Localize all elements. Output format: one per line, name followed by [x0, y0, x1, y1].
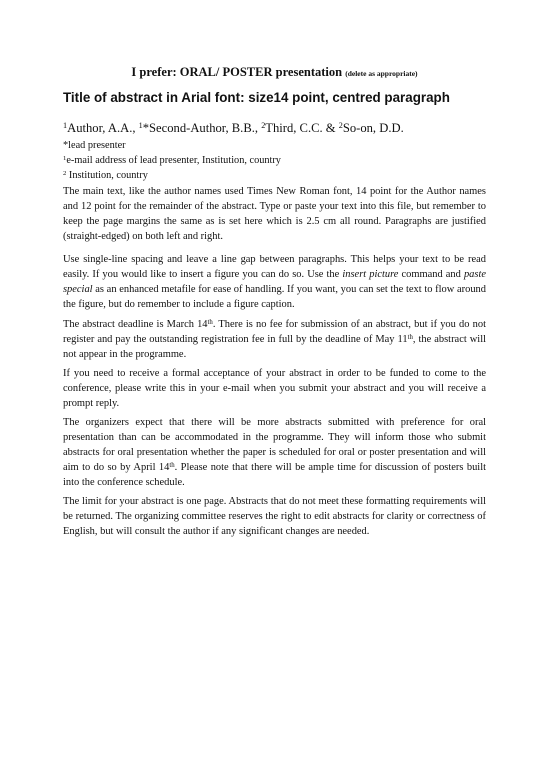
lead-presenter-note: *lead presenter [63, 140, 126, 151]
p3-text-b: . There is no fee for submission of an abstract, but if you do not register and pay the outstanding registration fee in full by the deadline of May 11 [63, 319, 486, 345]
p2-text-a: Use single-line spacing and leave a line gap between paragraphs. This helps your text to be read easily. If you would like to insert a figure you can do so. Use the [63, 254, 486, 280]
affiliation-1-mark: 1 [63, 155, 67, 162]
abstract-title: Title of abstract in Arial font: size14 point, centred paragraph [63, 90, 450, 105]
author-2-affiliation-mark: 1 [138, 121, 143, 131]
insert-picture-command: insert picture [342, 269, 399, 280]
p5-text-b: . Please note that there will be ample time for discussion of posters built into the conference schedule. [63, 462, 486, 488]
affiliation-2-mark: 2 [63, 170, 67, 177]
presentation-preference: I prefer: ORAL/ POSTER presentation [131, 65, 343, 79]
affiliation-2-text: Institution, country [66, 170, 148, 181]
p2-text-c: as an enhanced metafile for ease of handling. If you want, you can set the text to flow around the figure, but do remember to include a figure caption. [63, 284, 486, 310]
p3-ordinal-2: th [407, 333, 413, 341]
body-paragraph-organizers [63, 415, 486, 490]
author-3: Third, C.C. & [265, 121, 339, 135]
author-4-affiliation-mark: 2 [338, 121, 343, 131]
p3-ordinal-1: th [207, 318, 213, 326]
body-paragraph-formatting: The main text, like the author names used Times New Roman font, 14 point for the Author names and 12 point for the remainder of the abstract. Type or paste your text into this file, but remember to keep the page margins the same as is set here which is 2.5 cm all round. Paragraphs are justified (straight-edged) on both left and right. [63, 186, 486, 242]
author-1-affiliation-mark: 1 [63, 121, 68, 131]
p5-text-a: The organizers expect that there will be more abstracts submitted with preference for oral presentation than can be accommodated in the programme. They will inform those who submit abstracts for oral presentation whether the paper is scheduled for oral or poster presentation and will aim to do so by April 14 [63, 417, 486, 473]
preference-note: (delete as appropriate) [345, 69, 418, 78]
body-paragraph-spacing [63, 252, 486, 312]
author-4: So-on, D.D. [342, 121, 404, 135]
p2-text-b: command and [398, 269, 464, 280]
p5-ordinal: th [169, 461, 175, 469]
affiliation-1 [63, 155, 281, 166]
author-2: *Second-Author, B.B., [142, 121, 262, 135]
paste-special-command: paste special [63, 269, 486, 295]
author-3-affiliation-mark: 2 [261, 121, 266, 131]
body-paragraph-limit: The limit for your abstract is one page. Abstracts that do not meet these formatting requirements will be returned. The organizing committee reserves the right to edit abstracts for clarity or correctness of English, but will consult the author if any significant changes are needed. [63, 496, 486, 537]
p3-text-c: , the abstract will not appear in the programme. [63, 334, 486, 360]
p3-text-a: The abstract deadline is March 14 [63, 319, 208, 330]
affiliation-1-text: e-mail address of lead presenter, Institution, country [66, 155, 281, 166]
affiliation-2 [63, 170, 148, 181]
author-1: Author, A.A., [67, 121, 139, 135]
author-list [63, 121, 404, 136]
body-paragraph-deadline [63, 317, 486, 362]
body-paragraph-acceptance: If you need to receive a formal acceptance of your abstract in order to be funded to come to the conference, please write this in your e-mail when you submit your abstract and you will receive a prompt reply. [63, 368, 486, 409]
presentation-preference-line [63, 65, 486, 80]
